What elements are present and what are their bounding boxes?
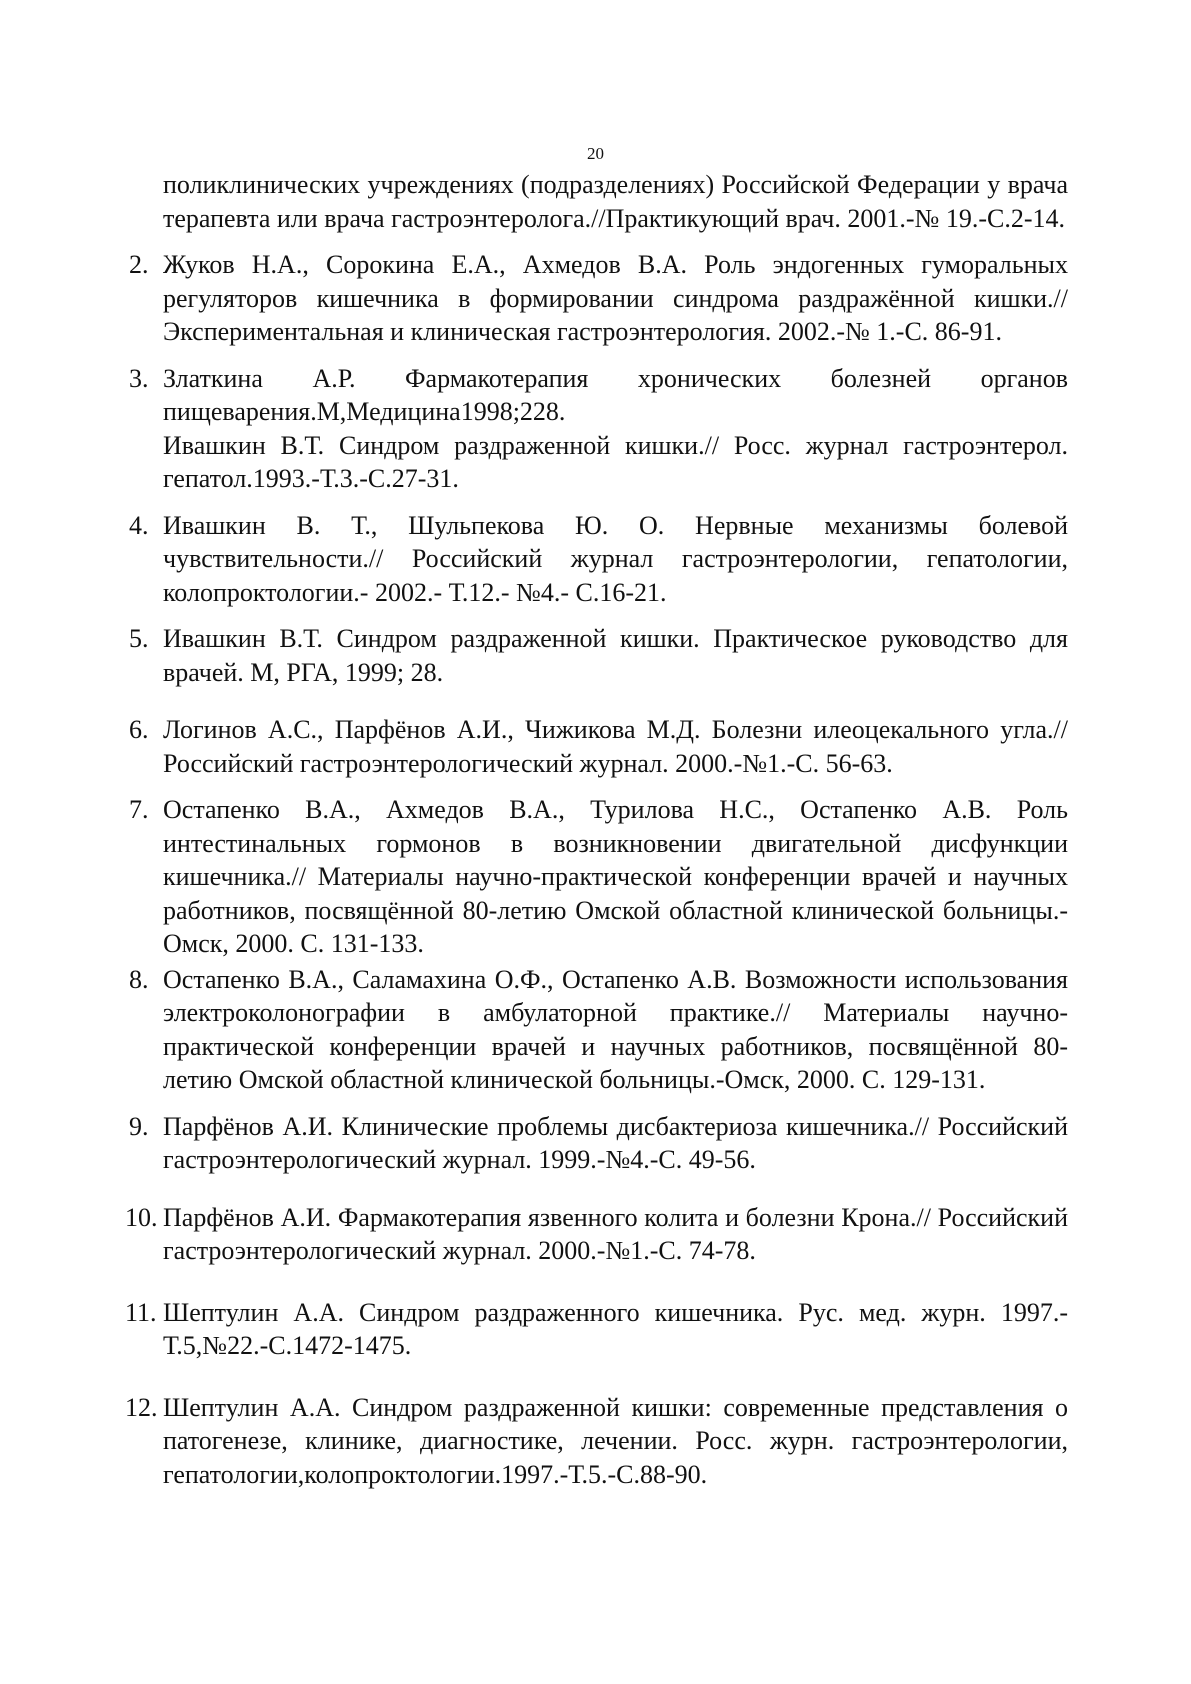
reference-text: Златкина А.Р. Фармакотерапия хронических болезней органов пищеварения.М,Медицина1998;228. (163, 363, 1068, 426)
reference-number: 4. (129, 510, 149, 540)
reference-text: Парфёнов А.И. Клинические проблемы дисбактериоза кишечника.// Российский гастроэнтерологический журнал. 1999.-№4.-С. 49-56. (163, 1111, 1068, 1174)
reference-number: 3. (129, 363, 149, 393)
reference-number: 2. (129, 250, 149, 279)
reference-text: Жуков Н.А., Сорокина Е.А., Ахмедов В.А. Роль эндогенных гуморальных регуляторов кишечника в формировании синдрома раздражённой кишки.// Экспериментальная и клиническая гастроэнтерология. 2002.-№ 1.-С. 86-91. (163, 250, 1068, 346)
reference-item-12 (125, 1391, 1068, 1492)
reference-number: 8. (129, 964, 149, 994)
reference-text: Логинов А.С., Парфёнов А.И., Чижикова М.Д. Болезни илеоцекального угла.// Российский гастроэнтерологический журнал. 2000.-№1.-С. 56-63. (163, 715, 1068, 778)
reference-text: Остапенко В.А., Ахмедов В.А., Турилова Н.С., Остапенко А.В. Роль интестинальных гормонов в возникновении двигательной дисфункции кишечника.// Материалы научно-практической конференции врачей и научных работников, посвящённой 80-летию Омской областной клинической больницы.-Омск, 2000. С. 131-133. (163, 795, 1068, 958)
reference-list (125, 166, 1068, 1491)
reference-number: 11. (125, 1297, 157, 1327)
reference-number: 7. (129, 795, 149, 824)
reference-number: 6. (129, 715, 149, 744)
reference-text: Ивашкин В.Т. Синдром раздраженной кишки.// Росс. журнал гастроэнтерол. гепатол.1993.-Т.3.-С.27-31. (163, 430, 1068, 493)
page-number: 20 (587, 144, 604, 163)
reference-item-5 (129, 622, 1068, 689)
reference-item-8 (129, 963, 1068, 1097)
reference-text: Шептулин А.А. Синдром раздраженной кишки: современные представления о патогенезе, клинике, диагностике, лечении. Росс. журн. гастроэнтерологии, гепатологии,колопроктологии.1997.-Т.5.-С.88-90. (163, 1392, 1068, 1489)
reference-item-2 (129, 248, 1068, 349)
reference-item-11 (125, 1296, 1068, 1363)
reference-item-4 (129, 509, 1068, 610)
reference-item-9 (129, 1110, 1068, 1177)
reference-item-7 (129, 793, 1068, 961)
reference-text: Шептулин А.А. Синдром раздраженного кишечника. Рус. мед. журн. 1997.-Т.5,№22.-С.1472-1475. (163, 1297, 1068, 1360)
reference-text: Ивашкин В.Т. Синдром раздраженной кишки. Практическое руководство для врачей. М, РГА, 1999; 28. (163, 624, 1068, 687)
reference-item-6 (129, 713, 1068, 780)
reference-number: 12. (125, 1392, 158, 1422)
reference-text: Парфёнов А.И. Фармакотерапия язвенного колита и болезни Крона.// Российский гастроэнтерологический журнал. 2000.-№1.-С. 74-78. (163, 1202, 1068, 1265)
reference-text: поликлинических учреждениях (подразделениях) Российской Федерации у врача терапевта или врача гастроэнтеролога.//Практикующий врач. 2001.-№ 19.-С.2-14. (163, 170, 1068, 233)
reference-number: 5. (129, 624, 149, 653)
reference-text: Остапенко В.А., Саламахина О.Ф., Остапенко А.В. Возможности использования электроколонографии в амбулаторной практике.// Материалы научно-практической конференции врачей и научных работников, посвящённой 80-летию Омской областной клинической больницы.-Омск, 2000. С. 129-131. (163, 964, 1068, 1094)
reference-item-1-continued (163, 168, 1068, 235)
reference-item-3 (129, 362, 1068, 496)
reference-text: Ивашкин В. Т., Шульпекова Ю. О. Нервные механизмы болевой чувствительности.// Российский журнал гастроэнтерологии, гепатологии, колопроктологии.- 2002.- Т.12.- №4.- С.16-21. (163, 510, 1068, 607)
reference-item-10 (125, 1201, 1068, 1268)
reference-number: 9. (129, 1111, 149, 1141)
reference-number: 10. (125, 1202, 158, 1232)
